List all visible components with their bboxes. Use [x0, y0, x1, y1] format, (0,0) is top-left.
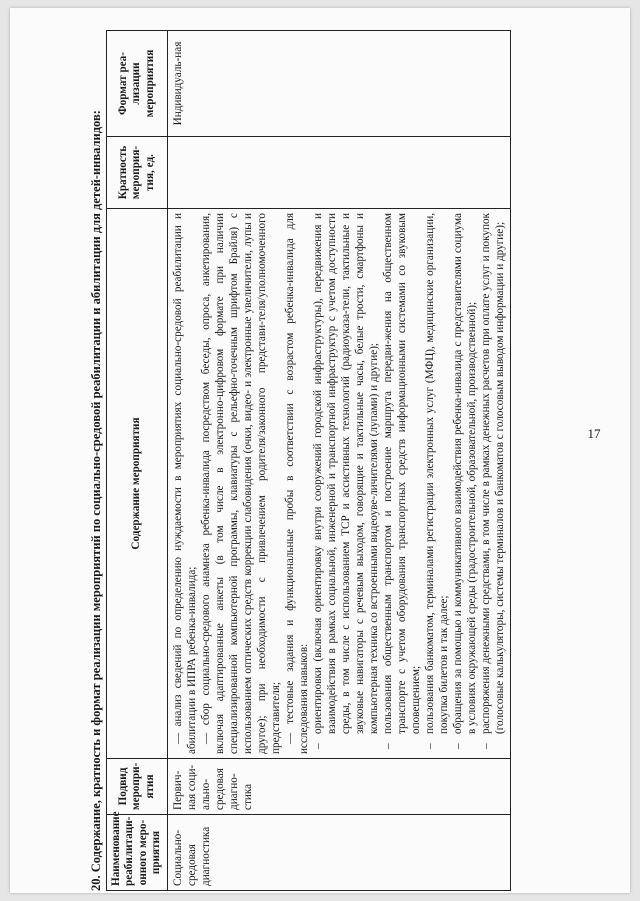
header-format: Формат реа-лизации мероприятия	[107, 31, 168, 137]
header-frequency: Кратность мероприя-тия, ед.	[107, 137, 168, 209]
cell-subtype: Первич-ная соци-ально-средовая диагно-стика	[167, 759, 510, 815]
page-number: 17	[587, 426, 601, 441]
header-content: Содержание мероприятия	[107, 209, 168, 759]
section-heading: 20. Содержание, кратность и формат реализации мероприятий по социально-средовой реабилитации и абилитации для детей-инвалидов:	[89, 110, 103, 891]
table-row	[167, 31, 510, 891]
document-page	[10, 8, 630, 893]
content-subitem: – ориентировки (включая ориентировку внутри сооружений городской инфраструктуры), передвижения и взаимодействия в рамках социальной, инженерной и транспортной инфраструктур с учетом доступности среды, в том числе с использованием ТСР и ассистивных технологий (радиоуказа-тели, тактильные и звуковые навигаторы с речевым выходом, говорящие и тактильные часы, белые трости, смартфоны и компьютерная техника со встроенными видеоуве-личителями (лупами) и другие);	[311, 213, 380, 749]
rotated-landscape-content	[88, 26, 640, 896]
cell-content	[167, 209, 510, 759]
header-name: Наименование реабилитаци-онного меро-приятия	[107, 815, 168, 891]
rehabilitation-table	[106, 30, 511, 891]
cell-format: Индивидуаль-ная	[167, 31, 510, 137]
table-header-row	[107, 31, 168, 891]
content-item: — сбор социально-средового анамнеза ребенка-инвалида посредством беседы, опроса, анкетирования, включая адаптированные анкеты (в том числе в электронно-цифровом формате при наличии специализированной компьютерной программы, клавиатуры с рельефно-точечным шрифтом Брайля) с использованием оптических средств коррекции слабовидения (очки, видео- и электронные увеличители, лупы и другое); при необходимости с привлечением родителя/законного представи-теля/уполномоченного представителя;	[199, 213, 282, 754]
content-item: — тестовые задания и функциональные пробы в соответствии с возрастом ребенка-инвалида для исследования навыков:	[283, 213, 310, 754]
cell-name: Социально-средовая диагностика	[167, 815, 510, 891]
content-subitem: – обращения за помощью и коммуникативного взаимодействия ребенка-инвалида с представителями социума в условиях окружающей среды (градостроительной, образовательной, производственной);	[451, 213, 478, 749]
cell-frequency	[167, 137, 510, 209]
content-subitem: – распоряжения денежными средствами, в том числе в рамках денежных расчетов при оплате услуг и покупок (голосовые калькуляторы, системы терминалов и банкоматов с голосовым выводом информации и другие);	[479, 213, 506, 749]
header-subtype: Подвид меропри-ятия	[107, 759, 168, 815]
content-item: — анализ сведений по определению нуждаемости в мероприятиях социально-средовой реабилитации и абилитации в ИПРА ребенка-инвалида;	[171, 213, 198, 754]
content-subitem: – пользования общественным транспортом и построение маршрута передви-жения на общественном транспорте с учетом оборудования транспортных средств информационными системами со звуковым оповещением;	[381, 213, 422, 749]
content-subitem: – пользования банкоматом, терминалами регистрации электронных услуг (МФЦ), медицинские организации, покупка билетов и так далее;	[423, 213, 450, 749]
